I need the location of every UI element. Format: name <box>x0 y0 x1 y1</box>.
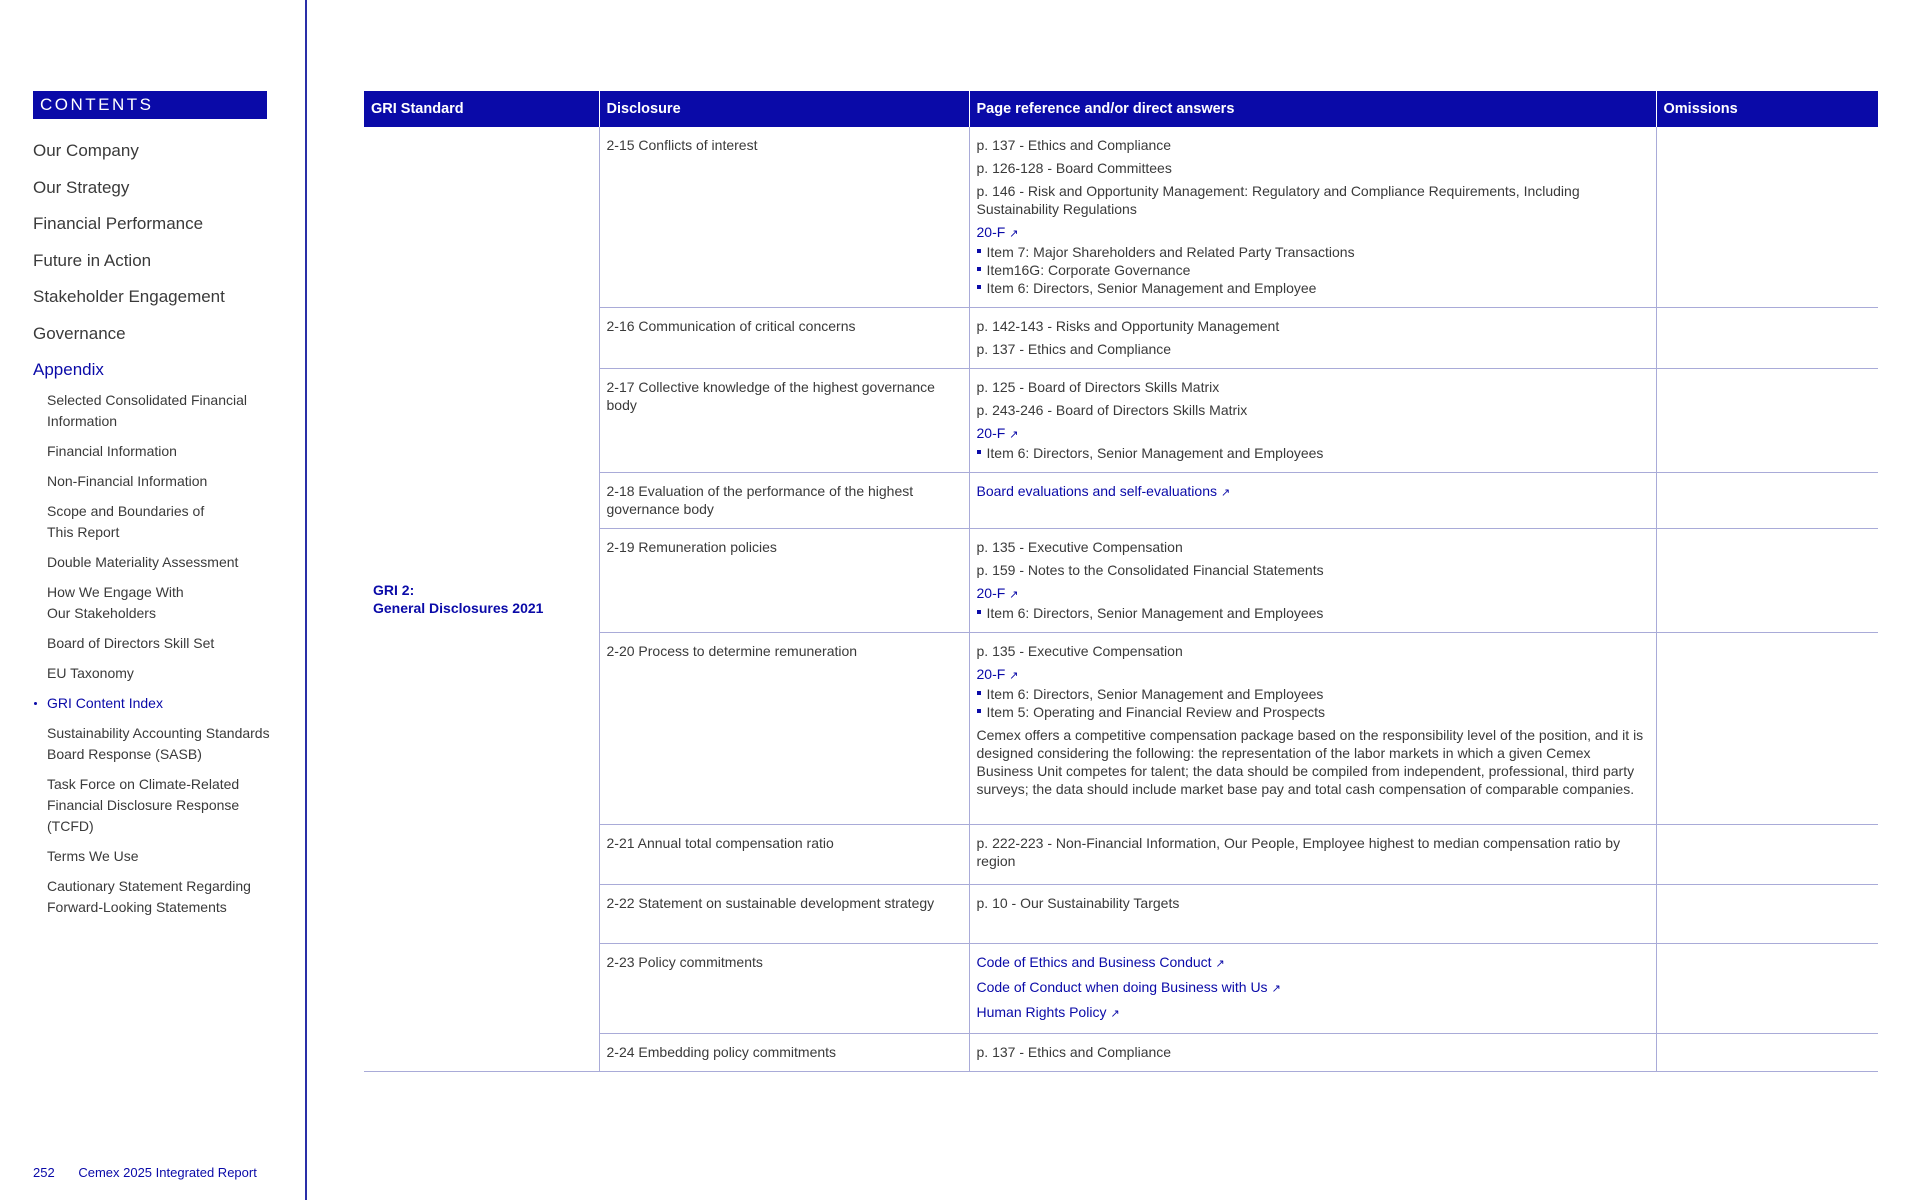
nav-item-our-company[interactable]: Our Company <box>33 141 139 160</box>
sub-nav-item-non-financial-information[interactable] <box>47 471 287 492</box>
sub-nav-label: How We Engage With Our Stakeholders <box>47 584 184 621</box>
nav-item-our-strategy[interactable]: Our Strategy <box>33 177 130 197</box>
omissions-cell <box>1656 885 1878 944</box>
reference-cell <box>969 369 1656 473</box>
bullet-item: Item 6: Directors, Senior Management and Employees <box>977 685 1649 703</box>
omissions-cell <box>1656 944 1878 1034</box>
appendix-sub-nav <box>47 390 287 927</box>
reference-link[interactable] <box>977 978 1649 998</box>
form-20f-link[interactable] <box>977 666 1019 682</box>
sub-nav-label: Selected Consolidated Financial Information <box>47 392 248 429</box>
reference-text: p. 10 - Our Sustainability Targets <box>976 895 1180 911</box>
reference-link-label: Human Rights Policy <box>976 1004 1107 1020</box>
sub-nav-item-financial-information[interactable] <box>47 441 287 462</box>
sub-nav-item-gri-content-index[interactable] <box>47 693 287 714</box>
disclosure-cell: 2-16 Communication of critical concerns <box>599 308 969 369</box>
reference-text: p. 159 - Notes to the Consolidated Financial Statements <box>976 562 1324 578</box>
reference-text: Cemex offers a competitive compensation package based on the responsibility level of the position, and it is designed considering the following: the representation of the labor markets in which a given Cemex Business Unit competes for talent; the data should be compiled from independent, professional, third party surveys; the data should include market base pay and total cash compensation of comparable companies. <box>976 727 1644 797</box>
reference-cell <box>969 944 1656 1034</box>
reference-link[interactable] <box>977 953 1649 973</box>
sub-nav-label: EU Taxonomy <box>47 665 134 681</box>
form-20f-link[interactable] <box>977 425 1019 441</box>
sub-nav-label: Cautionary Statement Regarding Forward-Looking Statements <box>47 878 251 915</box>
reference-text: p. 137 - Ethics and Compliance <box>976 341 1172 357</box>
external-link-arrow-icon: ↗ <box>1271 983 1281 995</box>
reference-link[interactable] <box>977 1003 1649 1023</box>
sub-nav-item-eu-taxonomy[interactable] <box>47 663 287 684</box>
disclosure-cell: 2-17 Collective knowledge of the highest governance body <box>599 369 969 473</box>
sub-nav-item-board-of-directors-skill-set[interactable] <box>47 633 287 654</box>
reference-cell <box>969 885 1656 944</box>
reference-group <box>977 424 1649 462</box>
sub-nav-label: Double Materiality Assessment <box>47 554 239 570</box>
bullet-item: Item 7: Major Shareholders and Related Party Transactions <box>977 243 1649 261</box>
table-row <box>364 127 1878 308</box>
sub-nav-label: Non-Financial Information <box>47 473 208 489</box>
sub-nav-label: Terms We Use <box>47 848 139 864</box>
form-20f-link[interactable] <box>977 585 1019 601</box>
reference-text: p. 137 - Ethics and Compliance <box>976 1044 1172 1060</box>
sub-nav-item-terms-we-use[interactable] <box>47 846 287 867</box>
reference-cell <box>969 1034 1656 1072</box>
header-omissions: Omissions <box>1656 91 1878 127</box>
external-link-arrow-icon: ↗ <box>1215 958 1225 970</box>
reference-text: p. 125 - Board of Directors Skills Matrix <box>976 379 1220 395</box>
disclosure-cell: 2-21 Annual total compensation ratio <box>599 825 969 885</box>
reference-text: p. 142-143 - Risks and Opportunity Management <box>976 318 1280 334</box>
external-link-arrow-icon: ↗ <box>1009 429 1019 441</box>
disclosure-cell: 2-20 Process to determine remuneration <box>599 633 969 825</box>
external-link-arrow-icon: ↗ <box>1221 487 1231 499</box>
omissions-cell <box>1656 1034 1878 1072</box>
nav-item-future-in-action[interactable]: Future in Action <box>33 250 152 270</box>
sidebar <box>0 0 307 1200</box>
external-link-arrow-icon: ↗ <box>1009 589 1019 601</box>
reference-text: p. 137 - Ethics and Compliance <box>976 137 1172 153</box>
sub-nav-label: Financial Information <box>47 443 177 459</box>
sub-nav-label: Scope and Boundaries of This Report <box>47 503 205 540</box>
nav-item-stakeholder-engagement[interactable]: Stakeholder Engagement <box>33 287 225 306</box>
reference-link-label: Code of Conduct when doing Business with Us <box>976 979 1268 995</box>
nav-item-governance[interactable]: Governance <box>33 323 126 343</box>
table-header-row <box>364 91 1878 127</box>
main-nav <box>33 138 225 394</box>
reference-group <box>977 665 1649 721</box>
gri-content-table <box>364 91 1878 1072</box>
reference-text: p. 243-246 - Board of Directors Skills Matrix <box>976 402 1248 418</box>
reference-cell <box>969 825 1656 885</box>
sub-nav-label: Sustainability Accounting Standards Board Response (SASB) <box>47 725 270 762</box>
sub-nav-label: Task Force on Climate-Related Financial Disclosure Response (TCFD) <box>47 776 240 834</box>
disclosure-cell: 2-22 Statement on sustainable development strategy <box>599 885 969 944</box>
omissions-cell <box>1656 473 1878 529</box>
bullet-item: Item16G: Corporate Governance <box>977 261 1649 279</box>
omissions-cell <box>1656 308 1878 369</box>
bullet-item: Item 6: Directors, Senior Management and Employees <box>977 604 1649 622</box>
form-20f-label: 20-F <box>976 224 1006 240</box>
form-20f-label: 20-F <box>976 666 1006 682</box>
header-page-reference: Page reference and/or direct answers <box>969 91 1656 127</box>
standard-title: General Disclosures 2021 <box>373 599 544 616</box>
nav-item-appendix[interactable]: Appendix <box>33 360 104 379</box>
external-link-arrow-icon: ↗ <box>1009 228 1019 240</box>
sub-nav-label: GRI Content Index <box>47 695 163 711</box>
nav-item-financial-performance[interactable]: Financial Performance <box>33 214 204 233</box>
bullet-item: Item 6: Directors, Senior Management and Employee <box>977 279 1649 297</box>
sub-nav-item-double-materiality-assessment[interactable] <box>47 552 287 573</box>
disclosure-cell: 2-18 Evaluation of the performance of the highest governance body <box>599 473 969 529</box>
reference-text: p. 146 - Risk and Opportunity Management: Regulatory and Compliance Requirements, Including Sustainability Regulations <box>976 183 1580 217</box>
header-disclosure: Disclosure <box>599 91 969 127</box>
disclosure-cell: 2-23 Policy commitments <box>599 944 969 1034</box>
reference-link-label: Board evaluations and self-evaluations <box>976 483 1217 499</box>
reference-text: p. 135 - Executive Compensation <box>976 643 1183 659</box>
form-20f-label: 20-F <box>976 425 1006 441</box>
disclosure-cell: 2-19 Remuneration policies <box>599 529 969 633</box>
gri-standard-cell <box>364 127 599 1072</box>
external-link-arrow-icon: ↗ <box>1009 670 1019 682</box>
omissions-cell <box>1656 633 1878 825</box>
reference-cell <box>969 308 1656 369</box>
sub-nav-item-how-we-engage-with-our-stakeholders[interactable] <box>47 582 207 624</box>
report-title: Cemex 2025 Integrated Report <box>78 1165 257 1180</box>
bullet-item: Item 5: Operating and Financial Review and Prospects <box>977 703 1649 721</box>
sub-nav-item-task-force-on-climate-related-financial-disclosure-response-tcfd[interactable] <box>47 774 277 837</box>
form-20f-link[interactable] <box>977 224 1019 240</box>
contents-label: CONTENTS <box>33 91 267 119</box>
sub-nav-item-scope-and-boundaries-of-this-report[interactable] <box>47 501 227 543</box>
reference-text: p. 126-128 - Board Committees <box>976 160 1172 176</box>
bullet-item: Item 6: Directors, Senior Management and Employees <box>977 444 1649 462</box>
disclosure-cell: 2-15 Conflicts of interest <box>599 127 969 308</box>
reference-cell <box>969 127 1656 308</box>
page-number: 252 <box>33 1165 55 1180</box>
reference-group <box>977 584 1649 622</box>
sub-nav-item-sustainability-accounting-standards-board-response-sasb[interactable] <box>47 723 287 765</box>
external-link-arrow-icon: ↗ <box>1110 1008 1120 1020</box>
standard-code: GRI 2: <box>373 581 415 598</box>
page-footer <box>33 1165 257 1180</box>
omissions-cell <box>1656 529 1878 633</box>
reference-group <box>977 223 1649 297</box>
sub-nav-item-cautionary-statement-regarding-forward-looking-statements[interactable] <box>47 876 287 918</box>
omissions-cell <box>1656 825 1878 885</box>
reference-text: p. 135 - Executive Compensation <box>976 539 1183 555</box>
reference-cell <box>969 473 1656 529</box>
reference-cell <box>969 633 1656 825</box>
sub-nav-item-selected-consolidated-financial-information[interactable] <box>47 390 287 432</box>
reference-link[interactable] <box>977 482 1649 502</box>
sub-nav-label: Board of Directors Skill Set <box>47 635 215 651</box>
active-bullet-icon <box>34 702 37 705</box>
header-gri-standard: GRI Standard <box>364 91 599 127</box>
form-20f-label: 20-F <box>976 585 1006 601</box>
reference-cell <box>969 529 1656 633</box>
reference-text: p. 222-223 - Non-Financial Information, Our People, Employee highest to median compensation ratio by region <box>976 835 1621 869</box>
disclosure-cell: 2-24 Embedding policy commitments <box>599 1034 969 1072</box>
reference-link-label: Code of Ethics and Business Conduct <box>976 954 1212 970</box>
omissions-cell <box>1656 369 1878 473</box>
omissions-cell <box>1656 127 1878 308</box>
